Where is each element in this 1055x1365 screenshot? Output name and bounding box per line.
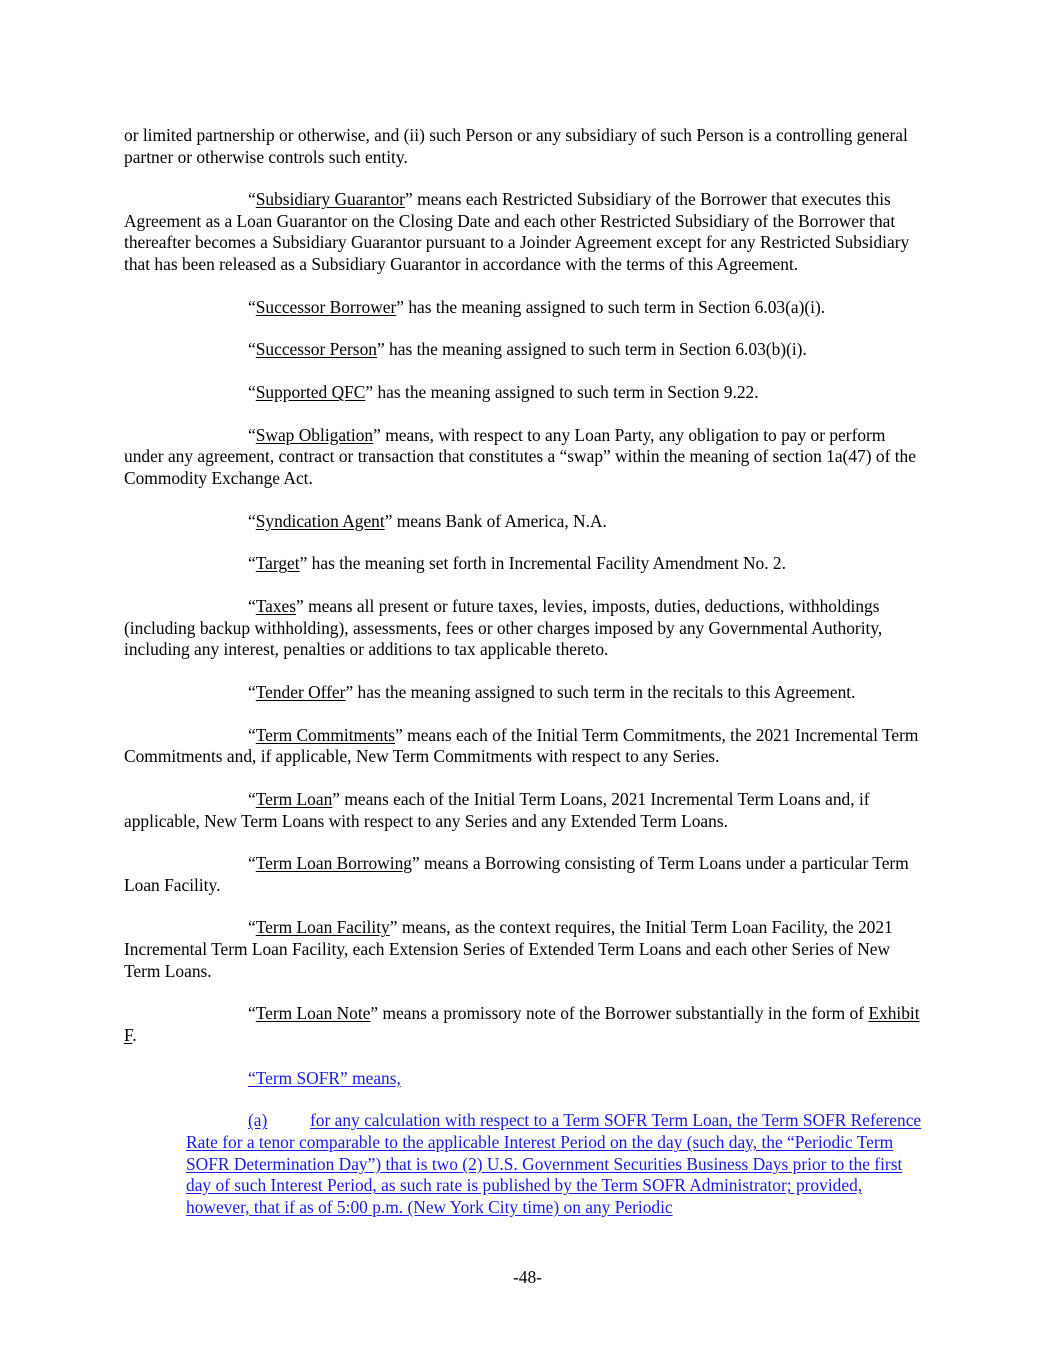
definition-paragraph: “Term Loan Facility” means, as the context requires, the Initial Term Loan Facility, the 2021 Incremental Term Loan Facility, each Extension Series of Extended Term Loans and each other Series of New Term Loans. <box>124 917 893 981</box>
definition-text: means each of the Initial Term Commitments, the 2021 Incremental Term Commitments and, if applicable, New Term Commitments with respect to any Series. <box>124 724 919 767</box>
defined-term: Taxes <box>255 596 297 617</box>
defined-term: Term Loan <box>255 788 333 809</box>
definition-text: has the meaning set forth in Incremental Facility Amendment No. 2. <box>307 553 786 574</box>
clause-label: (a) <box>248 1110 268 1131</box>
defined-term: Tender Offer <box>255 681 346 702</box>
page-number: -48- <box>513 1267 542 1287</box>
defined-term: Term Loan Facility <box>255 917 390 938</box>
defined-term: Successor Person <box>255 339 377 360</box>
defined-term: Supported QFC <box>255 382 366 403</box>
definition-term-loan-note: “Term Loan Note” means a promissory note of the Borrower substantially in the form of Exhibit F. <box>124 1003 920 1045</box>
definition-text: has the meaning assigned to such term in Section 9.22. <box>373 382 759 403</box>
document-page <box>124 125 924 1218</box>
clause-text: for any calculation with respect to a Term SOFR Term Loan, the Term SOFR Reference Rate for a tenor comparable to the applicable Interest Period on the day (such day, the “Periodic Term SOFR Determination Day”) that is two (2) U.S. Government Securities Business Days prior to the first day of such Interest Period, as such rate is published by the Term SOFR Administrator; provided, however, that if as of 5:00 p.m. (New York City time) on any Periodic <box>186 1110 922 1217</box>
defined-term: Successor Borrower <box>255 296 397 317</box>
definition-text: has the meaning assigned to such term in Section 6.03(a)(i). <box>404 296 826 317</box>
definition-text: has the meaning assigned to such term in the recitals to this Agreement. <box>353 681 856 702</box>
defined-term: Term Loan Note <box>255 1003 371 1024</box>
definition-text: means, with respect to any Loan Party, any obligation to pay or perform under any agreement, contract or transaction that constitutes a “swap” within the meaning of section 1a(47) of the Commodity Exchange Act. <box>124 424 916 488</box>
exhibit-reference: Exhibit F <box>124 1003 920 1045</box>
defined-term: Swap Obligation <box>255 424 374 445</box>
continuation-paragraph: or limited partnership or otherwise, and (ii) such Person or any subsidiary of such Person is a controlling general partner or otherwise controls such entity. <box>124 125 908 167</box>
definition-paragraph: “Successor Borrower” has the meaning assigned to such term in Section 6.03(a)(i). <box>248 296 826 317</box>
definition-text: means Bank of America, N.A. <box>392 510 607 531</box>
defined-term: Syndication Agent <box>255 510 385 531</box>
definition-end: . <box>132 1024 137 1045</box>
definition-paragraph: “Syndication Agent” means Bank of America, N.A. <box>248 510 607 531</box>
defined-term: Target <box>255 553 300 574</box>
defined-term: Subsidiary Guarantor <box>255 189 405 210</box>
definition-text: has the meaning assigned to such term in Section 6.03(b)(i). <box>384 339 807 360</box>
definition-paragraph: “Term Loan” means each of the Initial Term Loans, 2021 Incremental Term Loans and, if applicable, New Term Loans with respect to any Series and any Extended Term Loans. <box>124 788 870 831</box>
definition-paragraph: “Subsidiary Guarantor” means each Restricted Subsidiary of the Borrower that executes this Agreement as a Loan Guarantor on the Closing Date and each other Restricted Subsidiary of the Borrower that thereafter becomes a Subsidiary Guarantor pursuant to a Joinder Agreement except for any Restricted Subsidiary that has been released as a Subsidiary Guarantor in accordance with the terms of this Agreement. <box>124 189 910 275</box>
defined-term: Term Commitments <box>255 724 396 745</box>
term-sofr-heading-text: “Term SOFR” means, <box>248 1067 401 1088</box>
definition-paragraph: “Supported QFC” has the meaning assigned to such term in Section 9.22. <box>248 382 759 403</box>
term-sofr-clause-a <box>186 1110 924 1218</box>
definition-text: means a promissory note of the Borrower substantially in the form of <box>378 1003 869 1024</box>
defined-term: Term Loan Borrowing <box>255 853 412 874</box>
definition-paragraph: “Taxes” means all present or future taxes, levies, imposts, duties, deductions, withholdings (including backup withholding), assessments, fees or other charges imposed by any Governmental Authority, including any interest, penalties or additions to tax applicable thereto. <box>124 596 883 660</box>
definition-text: means all present or future taxes, levies, imposts, duties, deductions, withholdings (including backup withholding), assessments, fees or other charges imposed by any Governmental Authority, including any interest, penalties or additions to tax applicable thereto. <box>124 596 883 660</box>
definition-paragraph: “Target” has the meaning set forth in Incremental Facility Amendment No. 2. <box>248 553 786 574</box>
definition-paragraph: “Term Commitments” means each of the Initial Term Commitments, the 2021 Incremental Term Commitments and, if applicable, New Term Commitments with respect to any Series. <box>124 724 919 767</box>
definition-text: means each of the Initial Term Loans, 2021 Incremental Term Loans and, if applicable, New Term Loans with respect to any Series and any Extended Term Loans. <box>124 788 870 831</box>
term-sofr-heading <box>124 1068 924 1090</box>
definition-paragraph: “Tender Offer” has the meaning assigned to such term in the recitals to this Agreement. <box>248 681 856 702</box>
definition-text: means, as the context requires, the Initial Term Loan Facility, the 2021 Incremental Term Loan Facility, each Extension Series of Extended Term Loans and each other Series of New Term Loans. <box>124 917 893 981</box>
definition-paragraph: “Term Loan Borrowing” means a Borrowing consisting of Term Loans under a particular Term Loan Facility. <box>124 853 909 895</box>
definition-paragraph: “Swap Obligation” means, with respect to any Loan Party, any obligation to pay or perform under any agreement, contract or transaction that constitutes a “swap” within the meaning of section 1a(47) of the Commodity Exchange Act. <box>124 424 916 488</box>
definition-text: means a Borrowing consisting of Term Loans under a particular Term Loan Facility. <box>124 853 909 895</box>
definition-paragraph: “Successor Person” has the meaning assigned to such term in Section 6.03(b)(i). <box>248 339 807 360</box>
definition-text: means each Restricted Subsidiary of the Borrower that executes this Agreement as a Loan Guarantor on the Closing Date and each other Restricted Subsidiary of the Borrower that thereafter becomes a Subsidiary Guarantor pursuant to a Joinder Agreement except for any Restricted Subsidiary that has been released as a Subsidiary Guarantor in accordance with the terms of this Agreement. <box>124 189 910 275</box>
definitions-list <box>124 189 924 982</box>
